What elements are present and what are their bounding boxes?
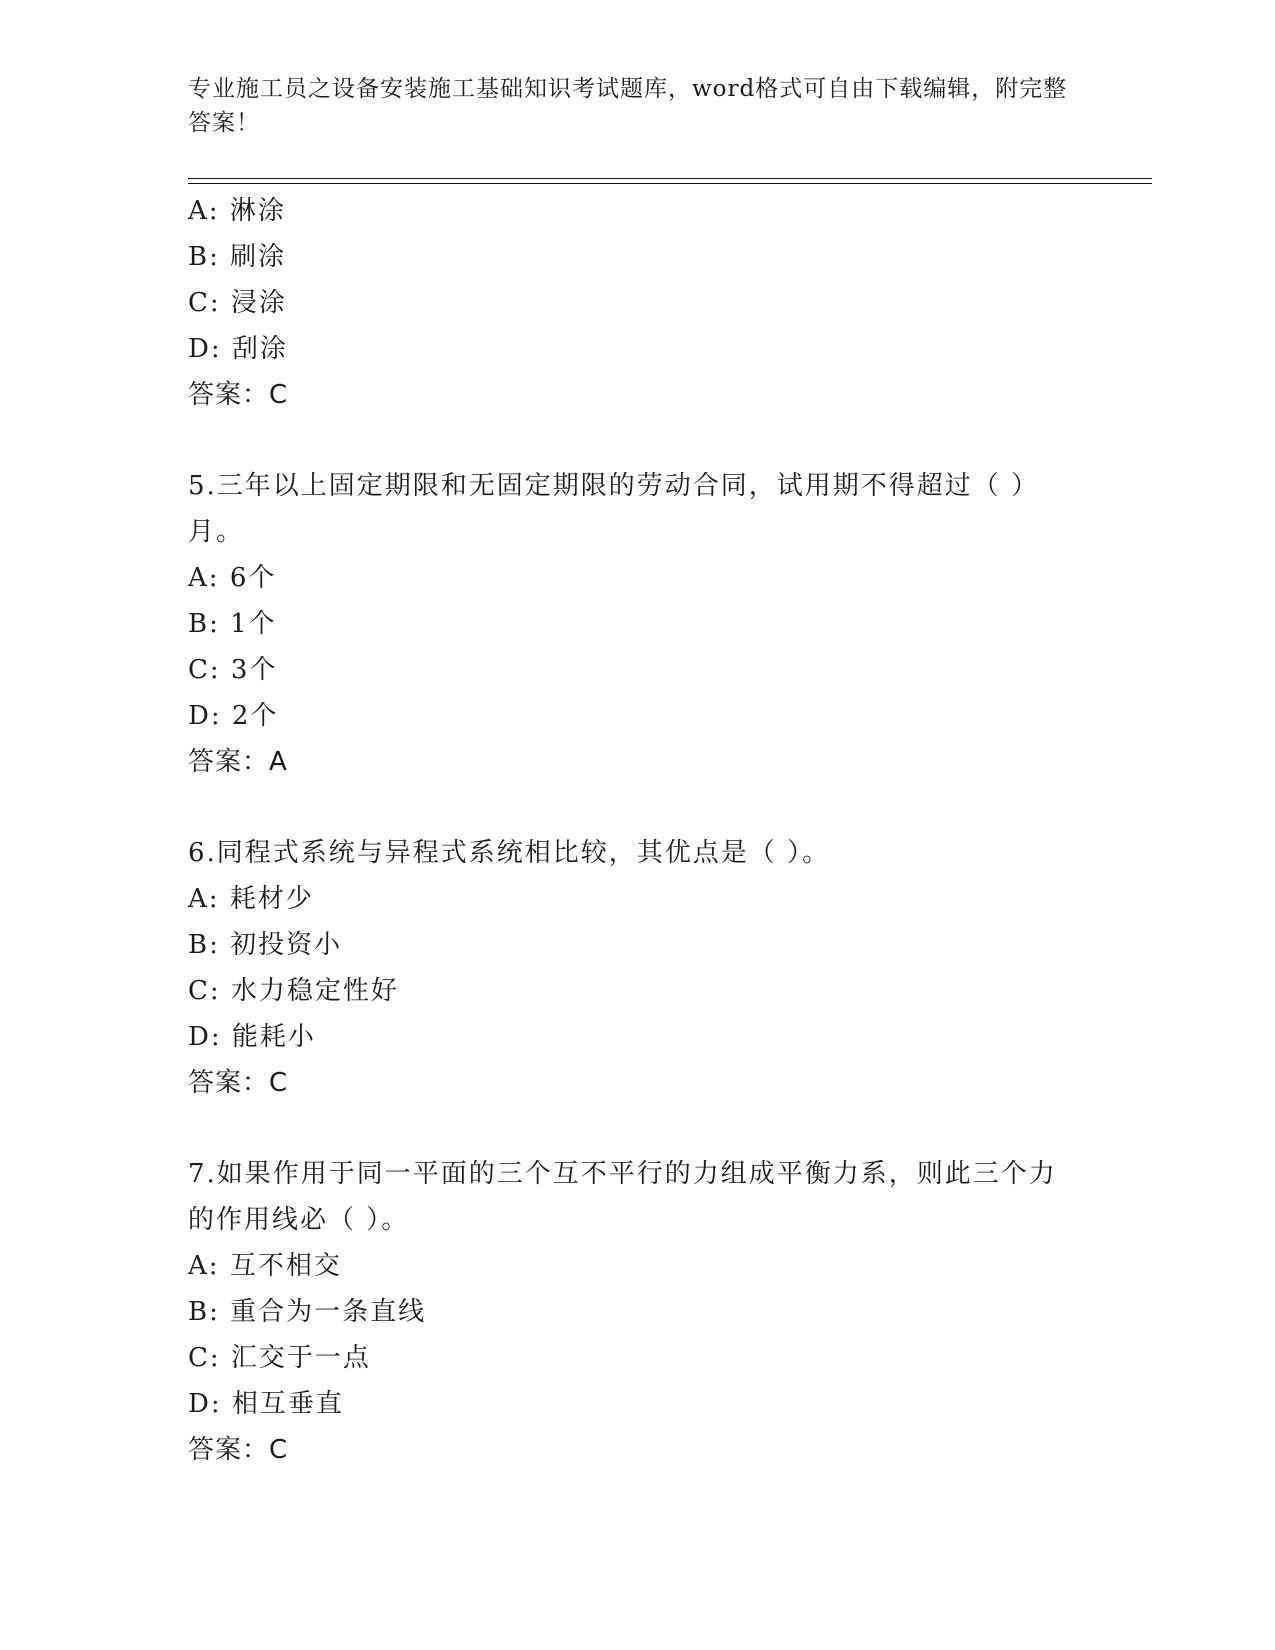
option-text: 耗材少 xyxy=(229,884,314,914)
option-c xyxy=(188,1335,1068,1381)
header-title: 专业施工员之设备安装施工基础知识考试题库，word格式可自由下载编辑，附完整答案！ xyxy=(188,76,1068,136)
answer-line: 答案：A xyxy=(188,747,288,777)
option-d xyxy=(188,693,1068,739)
option-a xyxy=(188,555,1068,601)
header-divider-top xyxy=(188,178,1152,179)
option-b xyxy=(188,922,1068,968)
option-letter: B: xyxy=(188,609,220,639)
header-divider-bottom xyxy=(188,183,1152,184)
question-content xyxy=(188,188,1068,1473)
option-text: 水力稳定性好 xyxy=(230,976,399,1006)
option-letter: A: xyxy=(188,196,220,226)
option-text: 互不相交 xyxy=(229,1251,342,1281)
option-text: 相互垂直 xyxy=(231,1389,344,1419)
option-text: 刮涂 xyxy=(231,334,288,364)
option-letter: C: xyxy=(188,655,221,685)
option-c xyxy=(188,968,1068,1014)
option-letter: C: xyxy=(188,976,221,1006)
option-text: 浸涂 xyxy=(230,288,287,318)
option-b xyxy=(188,601,1068,647)
option-d xyxy=(188,1381,1068,1427)
option-text: 重合为一条直线 xyxy=(230,1297,427,1327)
question-6 xyxy=(188,830,1068,1106)
option-letter: D: xyxy=(188,334,222,364)
option-text: 淋涂 xyxy=(229,196,286,226)
answer-line: 答案：C xyxy=(188,380,289,410)
option-letter: B: xyxy=(188,930,220,960)
option-d xyxy=(188,326,1068,372)
option-letter: D: xyxy=(188,1022,222,1052)
option-letter: B: xyxy=(188,1297,220,1327)
option-a xyxy=(188,876,1068,922)
option-letter: A: xyxy=(188,884,220,914)
option-d xyxy=(188,1014,1068,1060)
option-letter: A: xyxy=(188,563,220,593)
question-stem: 6.同程式系统与异程式系统相比较，其优点是（ ）。 xyxy=(188,838,831,868)
option-a xyxy=(188,1243,1068,1289)
question-5 xyxy=(188,463,1068,785)
option-text: 能耗小 xyxy=(231,1022,316,1052)
option-b xyxy=(188,234,1068,280)
option-text: 汇交于一点 xyxy=(230,1343,371,1373)
option-letter: B: xyxy=(188,242,220,272)
option-letter: D: xyxy=(188,701,222,731)
option-a xyxy=(188,188,1068,234)
option-c xyxy=(188,647,1068,693)
option-c xyxy=(188,280,1068,326)
option-text: 2个 xyxy=(231,701,279,731)
option-text: 刷涂 xyxy=(230,242,287,272)
option-letter: C: xyxy=(188,288,221,318)
option-text: 3个 xyxy=(230,655,278,685)
option-letter: A: xyxy=(188,1251,220,1281)
option-text: 6个 xyxy=(229,563,277,593)
document-header xyxy=(188,72,1068,140)
answer-line: 答案：C xyxy=(188,1068,289,1098)
question-7 xyxy=(188,1151,1068,1473)
question-stem: 7.如果作用于同一平面的三个互不平行的力组成平衡力系，则此三个力的作用线必（ ）。 xyxy=(188,1159,1057,1235)
question-partial xyxy=(188,188,1068,418)
option-b xyxy=(188,1289,1068,1335)
option-text: 1个 xyxy=(230,609,277,639)
answer-line: 答案：C xyxy=(188,1435,289,1465)
option-letter: C: xyxy=(188,1343,221,1373)
option-letter: D: xyxy=(188,1389,222,1419)
option-text: 初投资小 xyxy=(230,930,343,960)
question-stem: 5.三年以上固定期限和无固定期限的劳动合同，试用期不得超过（ ）月。 xyxy=(188,471,1040,547)
